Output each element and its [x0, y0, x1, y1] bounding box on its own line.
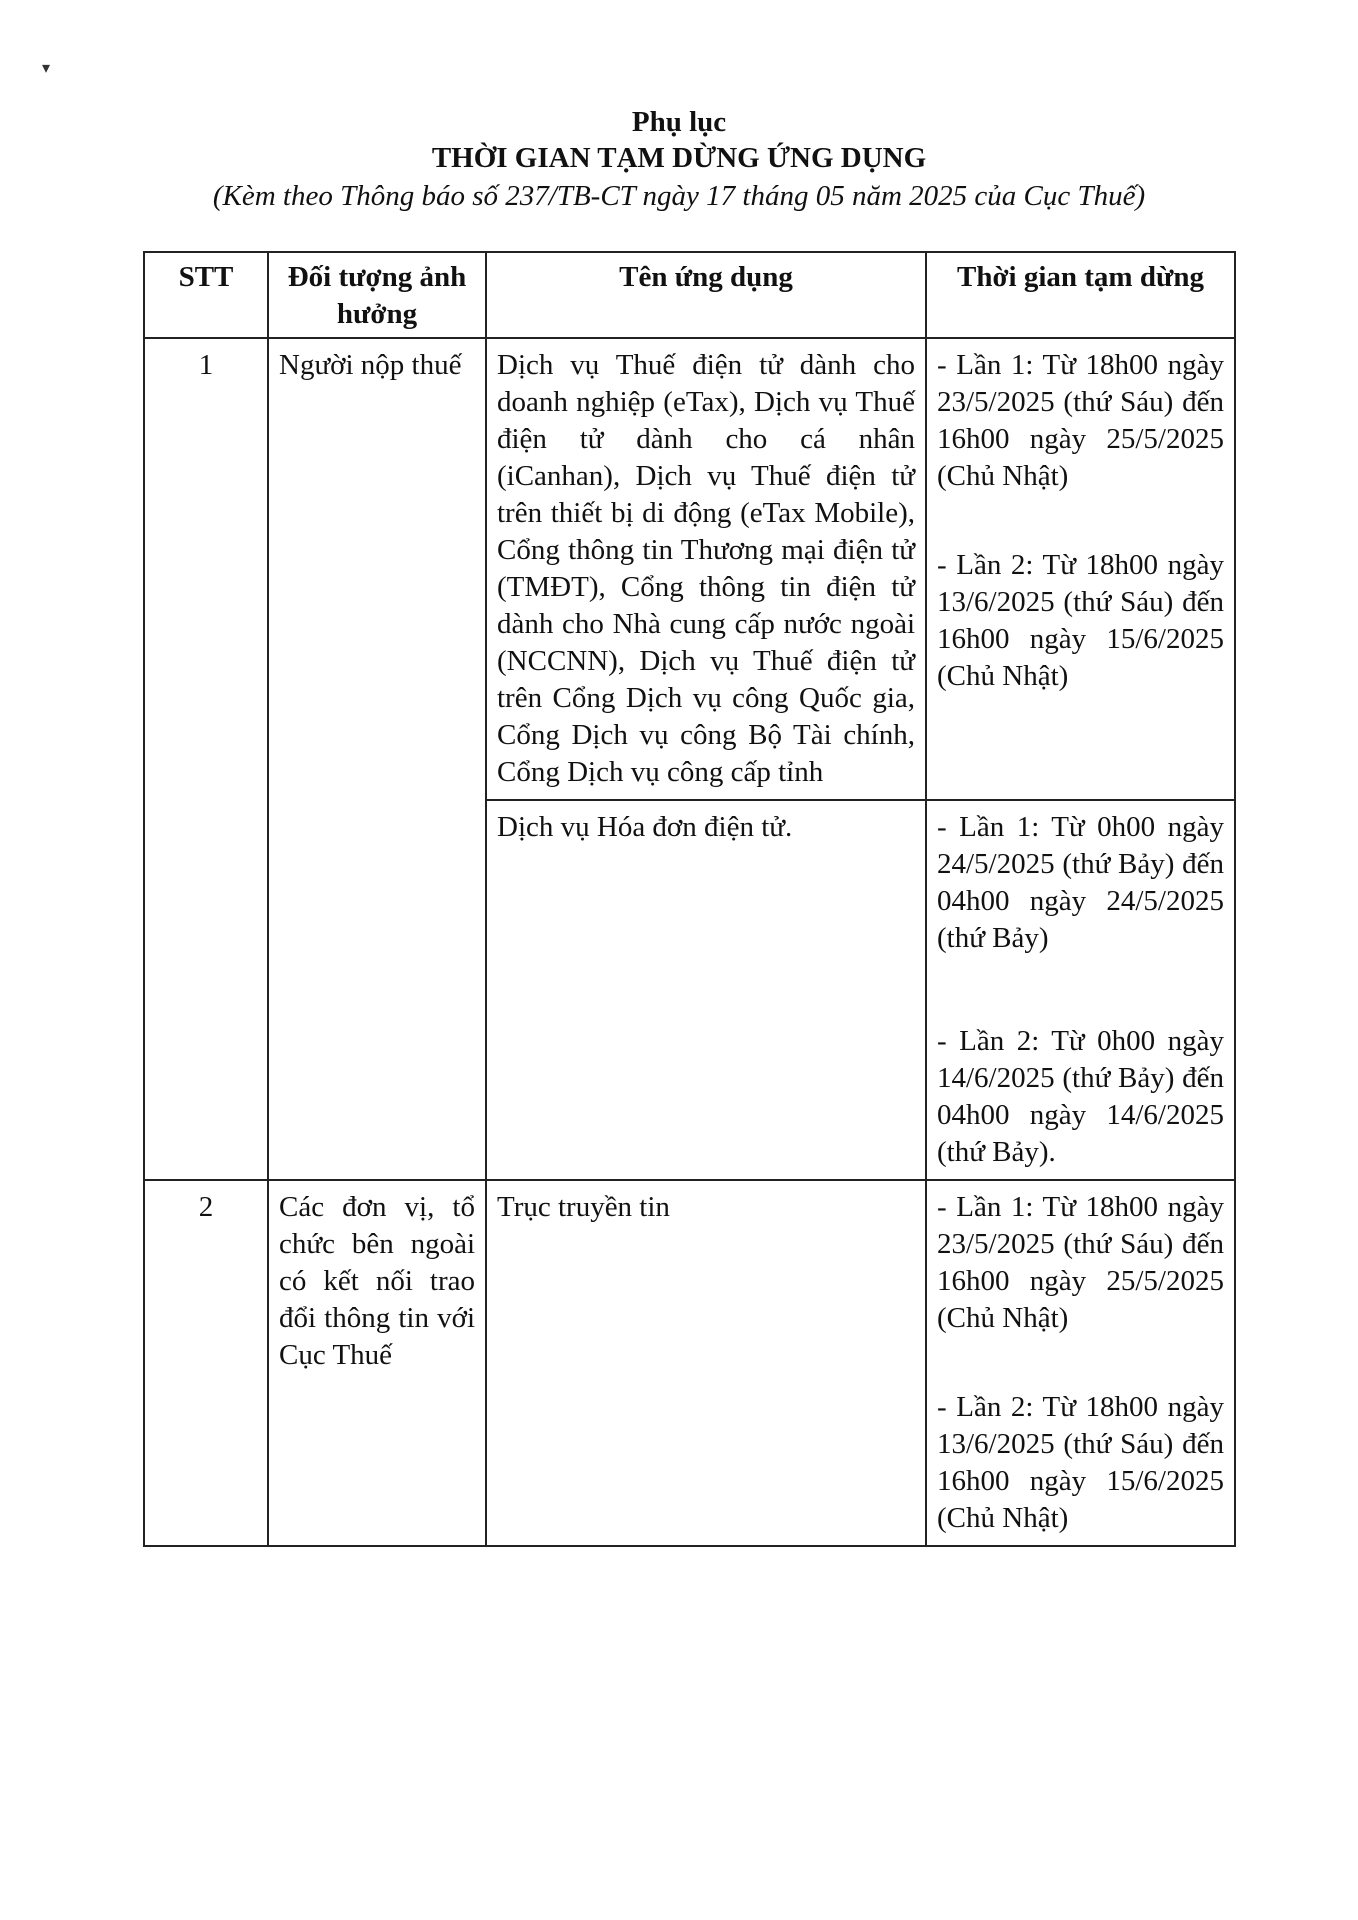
- table-row: [144, 338, 1235, 800]
- row2-app: Trục truyền tin: [486, 1180, 926, 1546]
- header-app: Tên ứng dụng: [486, 252, 926, 338]
- row2-target: Các đơn vị, tổ chức bên ngoài có kết nối trao đổi thông tin với Cục Thuế: [268, 1180, 486, 1546]
- row1-time-2a: - Lần 1: Từ 0h00 ngày 24/5/2025 (thứ Bảy) đến 04h00 ngày 24/5/2025 (thứ Bảy): [937, 811, 1224, 954]
- row1-target: Người nộp thuế: [268, 338, 486, 1180]
- appendix-label: Phụ lục: [631, 106, 727, 138]
- row2-time-b: - Lần 2: Từ 18h00 ngày 13/6/2025 (thứ Sáu) đến 16h00 ngày 15/6/2025 (Chủ Nhật): [937, 1391, 1224, 1534]
- row2-time: [926, 1180, 1235, 1546]
- spacer: [937, 495, 1224, 547]
- row1-stt: 1: [144, 338, 268, 1180]
- row1-time-1: [926, 338, 1235, 800]
- appendix-title: THỜI GIAN TẠM DỪNG ỨNG DỤNG: [431, 142, 927, 174]
- spacer: [937, 957, 1224, 1023]
- row1-app-1: Dịch vụ Thuế điện tử dành cho doanh nghiệp (eTax), Dịch vụ Thuế điện tử dành cho cá nhân (iCanhan), Dịch vụ Thuế điện tử trên thiết bị di động (eTax Mobile), Cổng thông tin Thương mại điện tử (TMĐT), Cổng thông tin điện tử dành cho Nhà cung cấp nước ngoài (NCCNN), Dịch vụ Thuế điện tử trên Cổng Dịch vụ công Quốc gia, Cổng Dịch vụ công Bộ Tài chính, Cổng Dịch vụ công cấp tỉnh: [486, 338, 926, 800]
- document-header: [0, 104, 1358, 216]
- scan-mark: ▾: [42, 60, 51, 77]
- table-header-row: [144, 252, 1235, 338]
- suspension-schedule-table: [143, 251, 1236, 1547]
- appendix-subtitle: (Kèm theo Thông báo số 237/TB-CT ngày 17 tháng 05 năm 2025 của Cục Thuế): [212, 180, 1146, 212]
- row2-time-a: - Lần 1: Từ 18h00 ngày 23/5/2025 (thứ Sáu) đến 16h00 ngày 25/5/2025 (Chủ Nhật): [937, 1191, 1224, 1334]
- row1-app-2: Dịch vụ Hóa đơn điện tử.: [486, 800, 926, 1180]
- header-target: Đối tượng ảnh hưởng: [268, 252, 486, 338]
- row1-time-1b: - Lần 2: Từ 18h00 ngày 13/6/2025 (thứ Sáu) đến 16h00 ngày 15/6/2025 (Chủ Nhật): [937, 549, 1224, 692]
- table-row: [144, 1180, 1235, 1546]
- header-stt: STT: [144, 252, 268, 338]
- row2-stt: 2: [144, 1180, 268, 1546]
- spacer: [937, 1337, 1224, 1389]
- row1-time-2b: - Lần 2: Từ 0h00 ngày 14/6/2025 (thứ Bảy) đến 04h00 ngày 14/6/2025 (thứ Bảy).: [937, 1025, 1224, 1168]
- row1-time-1a: - Lần 1: Từ 18h00 ngày 23/5/2025 (thứ Sáu) đến 16h00 ngày 25/5/2025 (Chủ Nhật): [937, 349, 1224, 492]
- row1-time-2: [926, 800, 1235, 1180]
- header-time: Thời gian tạm dừng: [926, 252, 1235, 338]
